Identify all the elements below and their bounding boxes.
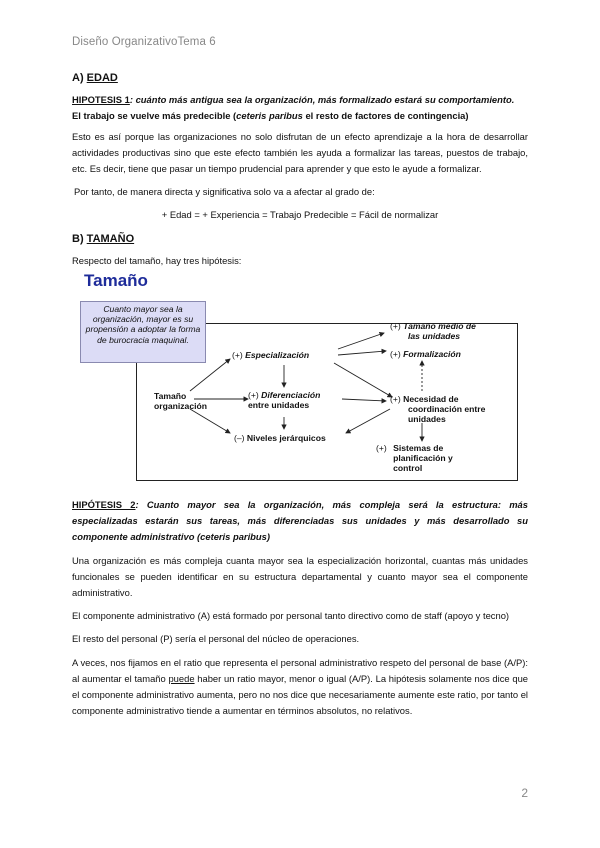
unitsize-node — [390, 321, 476, 341]
ratio-text-post: haber un ratio mayor, menor o igual (A/P). La hipótesis solamente nos dice que el componente administrativo aumenta, pero no nos dice que necesariamente aumente este ratio, por tanto el componente administrativo tiende a aumentar en términos absolutos, no relativos. — [72, 672, 528, 717]
formal-label: Formalización — [403, 349, 461, 360]
size-node-line2: organización — [154, 401, 208, 412]
diff-label-2: entre unidades — [248, 400, 310, 411]
arrow-diff-to-coord — [342, 399, 386, 401]
hypothesis-1-text: : cuánto más antigua sea la organización, más formalizado estará su comportamiento. — [129, 94, 515, 106]
ratio-text-pre: A veces, nos fijamos en el ratio que representa el personal administrativo respeto del personal de base (A/P): al aumentar el tamaño — [72, 656, 528, 684]
section-a-prefix: A) — [72, 72, 87, 84]
unitsize-label-2: las unidades — [408, 331, 461, 342]
section-a-heading — [72, 70, 528, 86]
size-diagram — [72, 273, 528, 483]
arrow-size-to-spec — [190, 359, 230, 391]
paragraph-admin-component: El componente administrativo (A) está formado por personal tanto directivo como de staff (apoyo y tecno) — [72, 610, 510, 622]
section-a-title: EDAD — [86, 72, 118, 84]
arrow-size-to-levels — [190, 409, 230, 433]
spec-node — [232, 350, 309, 360]
arrow-coord-to-levels — [346, 409, 390, 433]
age-formula: + Edad = + Experiencia = Trabajo Predecible = Fácil de normalizar — [161, 209, 439, 221]
paragraph-complexity: Una organización es más compleja cuanta mayor sea la especialización horizontal, cuantas más unidades funcionales se pueden identificar en su estructura departamental y cuanto mayor sea el componente administrativo. — [72, 554, 528, 599]
diff-sign: (+) — [248, 390, 259, 401]
formal-node — [390, 349, 461, 359]
levels-node — [234, 433, 326, 443]
hypothesis-2-label: HIPÓTESIS 2 — [72, 499, 136, 511]
spec-label: Especialización — [245, 350, 310, 361]
diagram-title: Tamaño — [84, 271, 148, 291]
section-b-title: TAMAÑO — [86, 232, 135, 245]
arrow-spec-to-coord — [334, 363, 392, 397]
systems-label-3: control — [393, 463, 423, 474]
hypothesis-1-line2-italic: ceteris paribus — [236, 110, 303, 122]
size-node-line1: Tamaño — [154, 391, 187, 402]
arrow-spec-to-unitsize — [338, 333, 384, 349]
size-node — [154, 391, 207, 411]
coord-label-1: Necesidad de — [403, 394, 459, 405]
page-header: Diseño OrganizativoTema 6 — [72, 36, 216, 48]
unitsize-sign: (+) — [390, 321, 401, 332]
levels-label: Niveles jerárquicos — [246, 433, 326, 444]
diff-label-1: Diferenciación — [261, 390, 321, 401]
levels-sign: (–) — [234, 433, 245, 444]
systems-node — [376, 443, 453, 473]
diagram-arrows — [72, 273, 528, 483]
spec-sign: (+) — [232, 350, 243, 361]
unitsize-label-1: Tamaño medio de — [403, 321, 476, 332]
hypothesis-2-text: : Cuanto mayor sea la organización, más compleja será la estructura: más especializadas estarán sus tareas, más diferenciadas sus unidades y más desarrollado su componente administrativo (ceteris paribus) — [72, 499, 528, 543]
size-intro: Respecto del tamaño, hay tres hipótesis: — [72, 254, 242, 266]
coord-node — [390, 394, 485, 424]
document-body — [72, 70, 528, 726]
coord-label-2: coordinación entre — [408, 404, 486, 415]
diff-node — [248, 390, 320, 410]
hypothesis-1-label: HIPOTESIS 1 — [72, 94, 130, 106]
arrow-spec-to-formal — [338, 351, 386, 355]
hypothesis-1-line2-post: el resto de factores de contingencia) — [302, 110, 469, 122]
diagram-note: Cuanto mayor sea la organización, mayor es su propensión a adoptar la forma de burocracia maquinal. — [80, 301, 206, 363]
hypothesis-1-line2-pre: El trabajo se vuelve más predecible ( — [72, 110, 237, 122]
formal-sign: (+) — [390, 349, 401, 360]
paragraph-age-explanation: Esto es así porque las organizaciones no solo disfrutan de un efecto aprendizaje a la hora de desarrollar actividades productivas sino que este efecto también les ayuda a formalizar las tareas, puestos de trabajo, etc. Es decir, tiene que pasar un tiempo prudencial para aprender y que esto le ayude a formalizar. — [72, 130, 528, 175]
hypothesis-1 — [72, 92, 528, 124]
hypothesis-2 — [72, 497, 528, 546]
section-b-heading — [72, 231, 528, 247]
coord-sign: (+) — [390, 394, 401, 405]
section-b-prefix: B) — [72, 232, 87, 245]
systems-label-1: Sistemas de — [393, 443, 444, 454]
paragraph-ratio — [72, 655, 528, 720]
systems-sign: (+) — [376, 443, 387, 454]
ratio-text-underlined: puede — [168, 672, 195, 684]
paragraph-age-effect: Por tanto, de manera directa y significativa solo va a afectar al grado de: — [74, 186, 375, 198]
systems-label-2: planificación y — [393, 453, 453, 464]
coord-label-3: unidades — [408, 414, 446, 425]
paragraph-rest-personnel: El resto del personal (P) sería el personal del núcleo de operaciones. — [72, 633, 360, 645]
page-number: 2 — [521, 786, 528, 800]
